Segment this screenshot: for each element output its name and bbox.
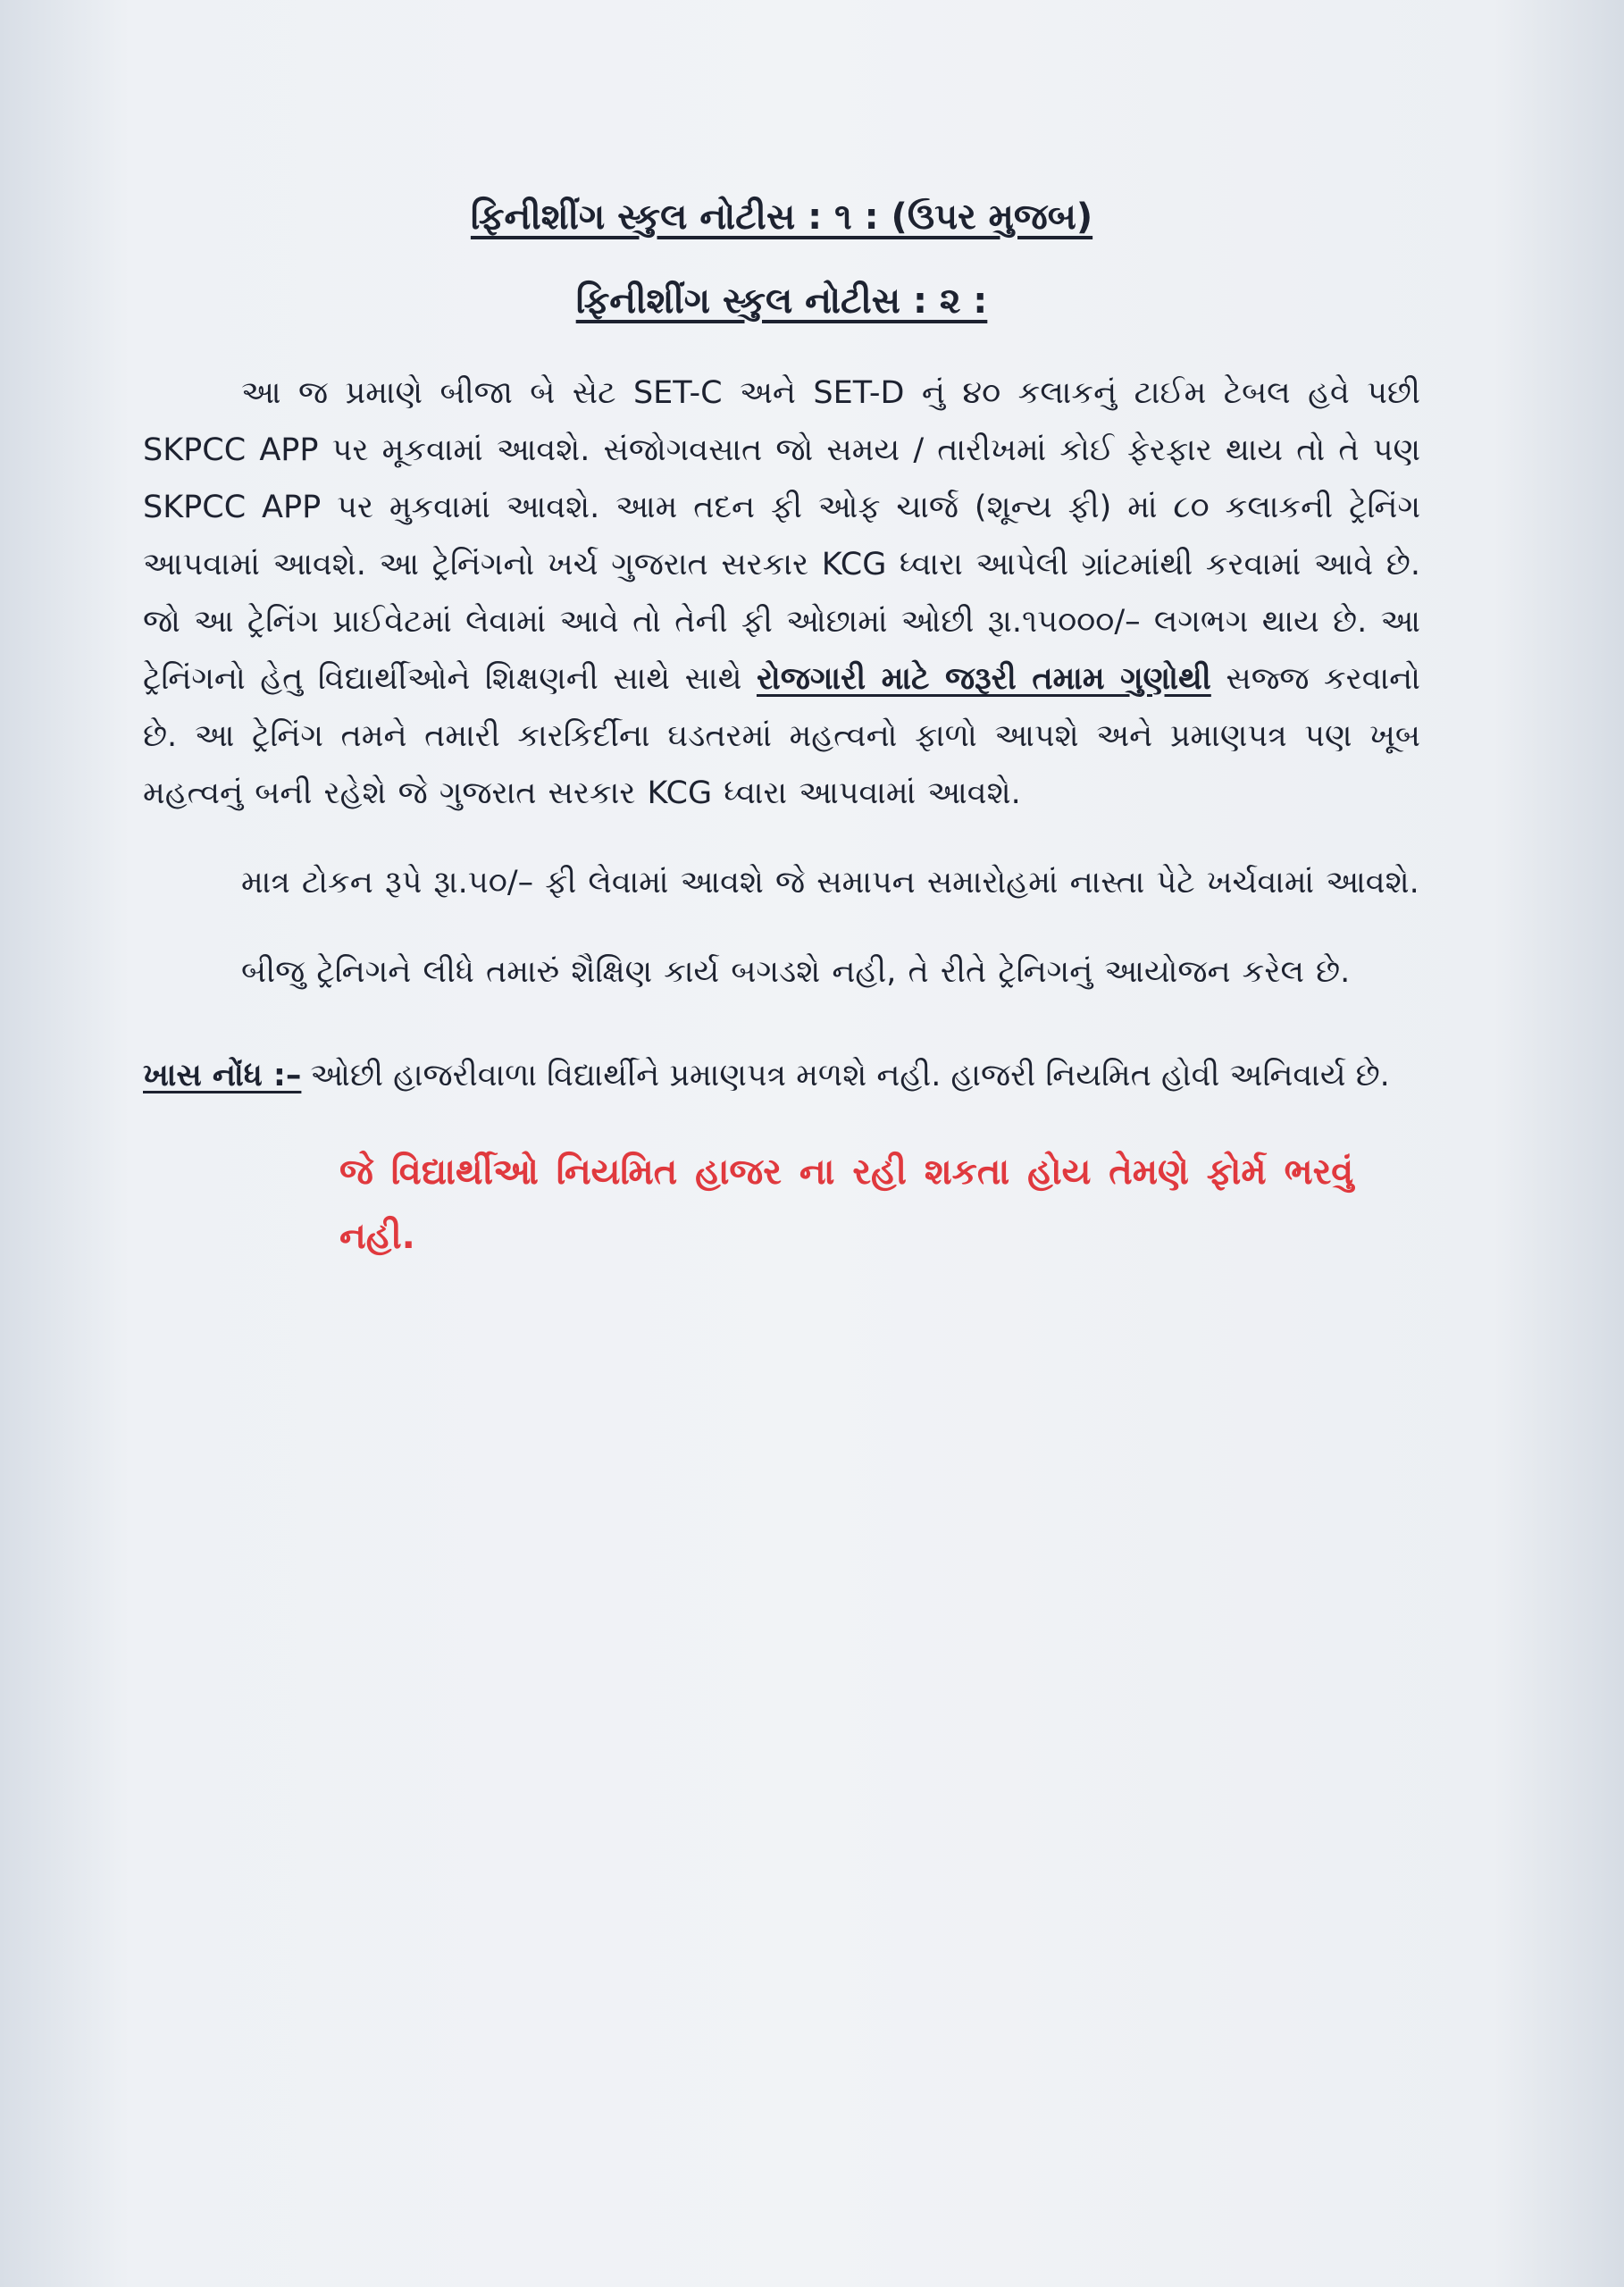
token-fee-paragraph: માત્ર ટોકન રૂપે રૂા.૫૦/– ફી લેવામાં આવશે જે સમાપન સમારોહમાં નાસ્તા પેટે ખર્ચવામાં આવશે. xyxy=(241,865,1419,901)
emphasis-text: રોજગારી માટે જરૂરી તમામ ગુણોથી xyxy=(756,661,1211,697)
training-paragraph xyxy=(143,364,1420,822)
special-note-text: ઓછી હાજરીવાળા વિદ્યાર્થીને પ્રમાણપત્ર મળશે નહી. હાજરી નિયમિત હોવી અનિવાર્ય છે. xyxy=(310,1058,1390,1093)
notice-body xyxy=(143,179,1420,1269)
schedule-paragraph: બીજુ ટ્રેનિગને લીધે તમારું શૈક્ષિણ કાર્ય બગડશે નહી, તે રીતે ટ્રેનિગનું આયોજન કરેલ છે. xyxy=(241,954,1351,990)
training-text-start: આ જ પ્રમાણે બીજા બે સેટ SET-C અને SET-D નું ૪૦ કલાકનું ટાઈમ ટેબલ હવે પછી SKPCC APP પર મૂકવામાં આવશે. સંજોગવસાત જો સમય / તારીખમાં કોઈ ફેરફાર થાય તો તે પણ SKPCC APP પર મુકવામાં આવશે. આમ તદન ફી ઓફ ચાર્જ (શૂન્ય ફી) માં ૮૦ કલાકની ટ્રેનિંગ આપવામાં આવશે. આ ટ્રેનિંગનો ખર્ચ ગુજરાત સરકાર KCG ધ્વારા આપેલી ગ્રાંટમાંથી કરવામાં આવે છે. જો આ ટ્રેનિંગ પ્રાઈવેટમાં લેવામાં આવે તો તેની ફી ઓછામાં ઓછી રૂા.૧૫૦૦૦/– લગભગ થાય છે. આ ટ્રેનિંગનો હેતુ વિદ્યાર્થીઓને શિક્ષણની સાથે સાથે xyxy=(143,375,1420,697)
notice-heading-2: ફિનીશીંગ સ્કુલ નોટીસ : ૨ : xyxy=(575,281,988,322)
training-text-end: સજ્જ કરવાનો છે. આ ટ્રેનિંગ તમને તમારી કારકિર્દીના ઘડતરમાં મહત્વનો ફાળો આપશે અને પ્રમાણપત્ર પણ ખૂબ મહત્વનું બની રહેશે જે ગુજરાત સરકાર KCG ધ્વારા આપવામાં આવશે. xyxy=(143,661,1420,811)
special-note xyxy=(143,1047,1420,1104)
special-note-label: ખાસ નોંધ :– xyxy=(143,1058,302,1093)
attendance-warning: જે વિદ્યાર્થીઓ નિયમિત હાજર ના રહી શકતા હોય તેમણે ફોર્મ ભરવું નહી. xyxy=(339,1152,1354,1257)
notice-heading-1: ફિનીશીંગ સ્કુલ નોટીસ : ૧ : (ઉપર મુજબ) xyxy=(470,197,1093,238)
